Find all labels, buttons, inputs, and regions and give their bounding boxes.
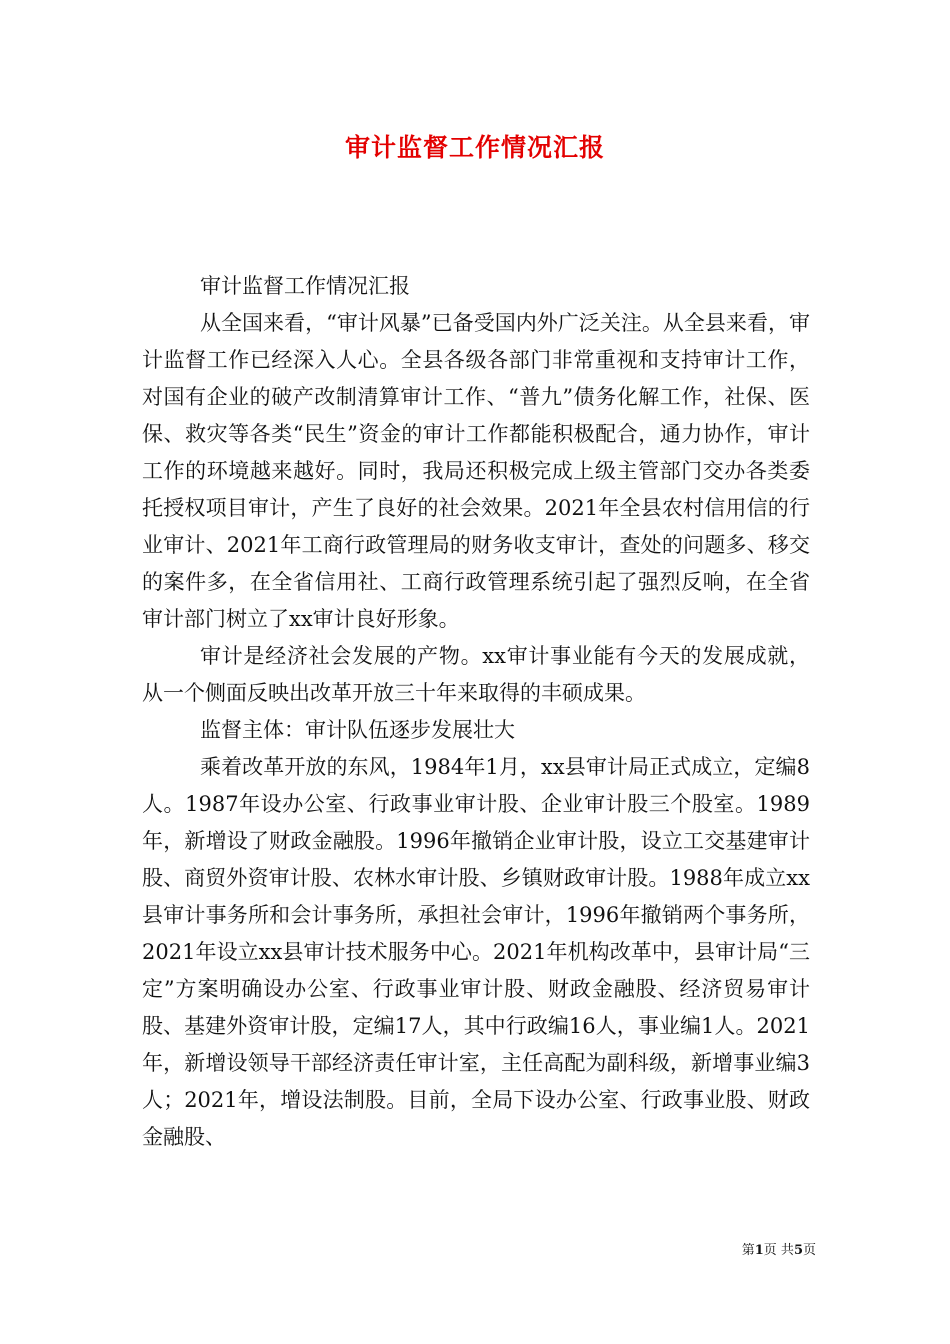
footer-total-pages: 5 — [793, 1243, 803, 1258]
paragraph-history: 乘着改革开放的东风，1984年1月，xx县审计局正式成立，定编8人。1987年设办公室、行政事业审计股、企业审计股三个股室。1989年，新增设了财政金融股。1996年撤销企业审计股，设立工交基建审计股、商贸外资审计股、农林水审计股、乡镇财政审计股。1988年成立xx县审计事务所和会计事务所，承担社会审计，1996年撤销两个事务所，2021年设立xx县审计技术服务中心。2021年机构改革中，县审计局“三定”方案明确设办公室、行政事业审计股、财政金融股、经济贸易审计股、基建外资审计股，定编17人，其中行政编16人，事业编1人。2021年，新增设领导干部经济责任审计室，主任高配为副科级，新增事业编3人；2021年，增设法制股。目前，全局下设办公室、行政事业股、财政金融股、 — [142, 755, 810, 1149]
paragraph-heading: 审计监督工作情况汇报 — [200, 274, 410, 298]
document-title: 审计监督工作情况汇报 — [344, 133, 605, 162]
document-body — [142, 268, 810, 1156]
page-footer — [742, 1242, 816, 1260]
footer-current-page: 1 — [754, 1243, 764, 1258]
footer-middle: 页 共 — [763, 1243, 794, 1258]
paragraph-overview: 从全国来看，“审计风暴”已备受国内外广泛关注。从全县来看，审计监督工作已经深入人心。全县各级各部门非常重视和支持审计工作，对国有企业的破产改制清算审计工作、“普九”债务化解工作，社保、医保、救灾等各类“民生”资金的审计工作都能积极配合，通力协作，审计工作的环境越来越好。同时，我局还积极完成上级主管部门交办各类委托授权项目审计，产生了良好的社会效果。2021年全县农村信用信的行业审计、2021年工商行政管理局的财务收支审计，查处的问题多、移交的案件多，在全省信用社、工商行政管理系统引起了强烈反响，在全省审计部门树立了xx审计良好形象。 — [142, 311, 810, 631]
paragraph-development: 审计是经济社会发展的产物。xx审计事业能有今天的发展成就，从一个侧面反映出改革开放三十年来取得的丰硕成果。 — [142, 644, 810, 705]
footer-prefix: 第 — [741, 1243, 755, 1258]
footer-suffix: 页 — [802, 1243, 816, 1258]
section-heading-supervision-subject: 监督主体：审计队伍逐步发展壮大 — [200, 718, 515, 742]
